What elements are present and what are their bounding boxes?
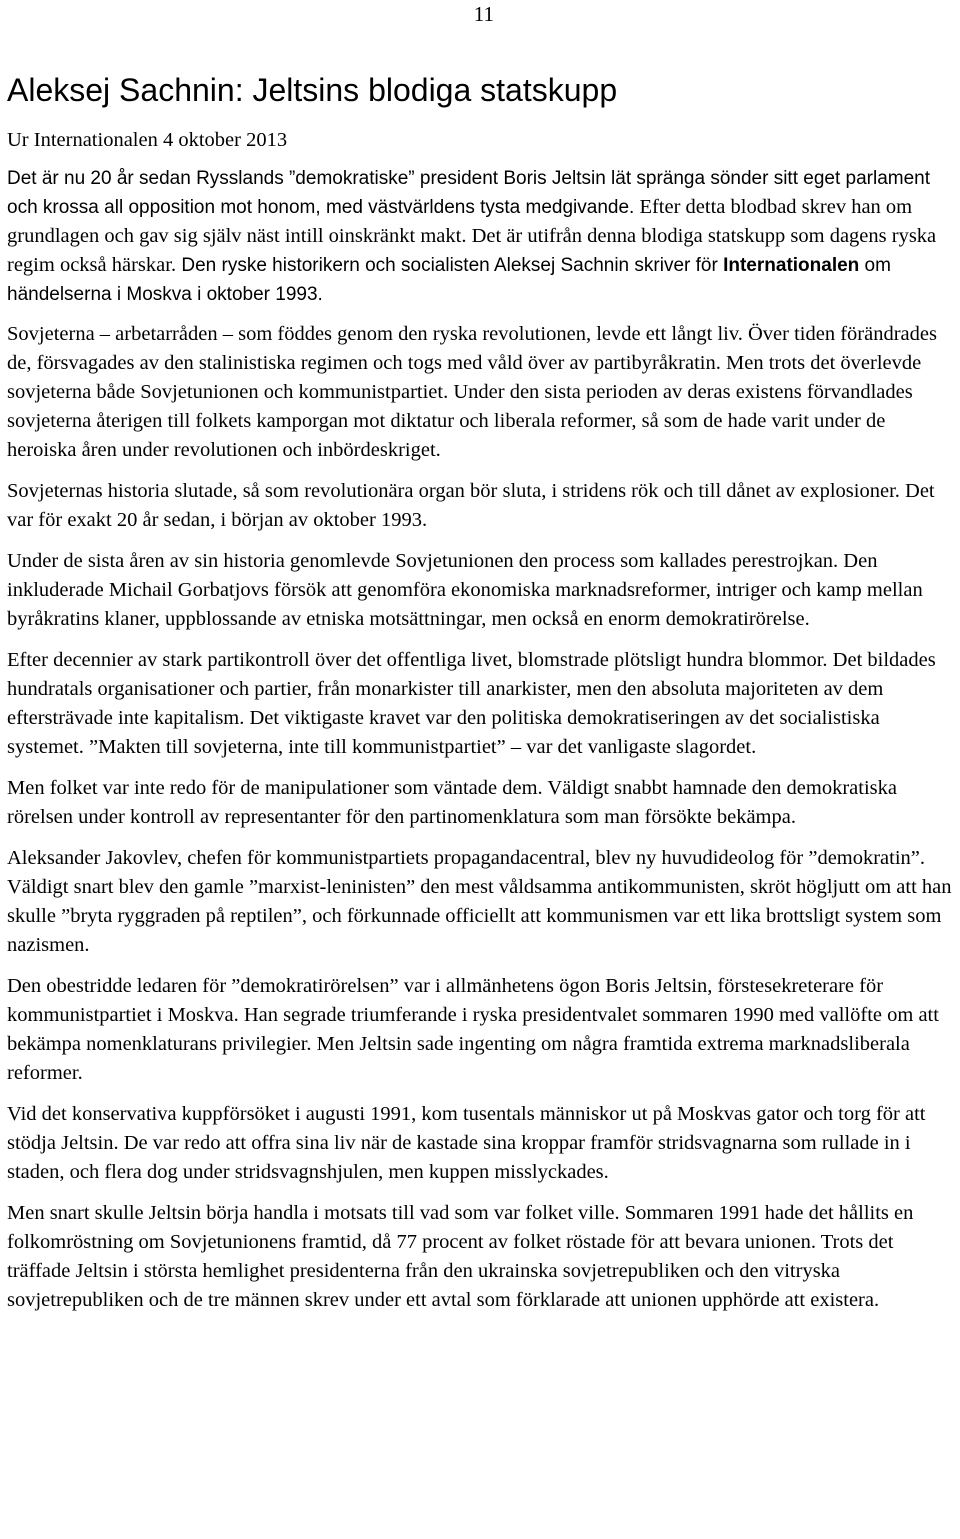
paragraph-2: Sovjeternas historia slutade, så som revolutionära organ bör sluta, i stridens rök och till dånet av explosioner. Det var för exakt 20 år sedan, i början av oktober 1993. bbox=[7, 480, 935, 531]
lead-part-3: Den ryske historikern och socialisten Aleksej Sachnin skriver för bbox=[176, 255, 724, 276]
paragraph-8: Vid det konservativa kuppförsöket i augusti 1991, kom tusentals människor ut på Moskvas gator och torg för att stödja Jeltsin. De var redo att offra sina liv när de kastade sina kroppar framför stridsvagnarna som rullade in i staden, och flera dog under stridsvagnshjulen, men kuppen misslyckades. bbox=[7, 1103, 926, 1183]
paragraph-6: Aleksander Jakovlev, chefen för kommunistpartiets propagandacentral, blev ny huvudideolog för ”demokratin”. Väldigt snart blev den gamle ”marxist-leninisten” den mest våldsamma antikommunisten, skröt högljutt om att han skulle ”bryta ryggraden på reptilen”, och förkunnade officiellt att kommunismen var ett lika brottsligt system som nazismen. bbox=[7, 847, 952, 956]
lead-part-2: Efter detta blodbad skrev han om grundlagen och gav sig själv näst intill oinskränkt makt. Det är utifrån denna blodiga statskupp som dagens ryska regim också härskar. bbox=[7, 196, 937, 276]
paragraph-4: Efter decennier av stark partikontroll över det offentliga livet, blomstrade plötsligt hundra blommor. Det bildades hundratals organisationer och partier, från monarkister till anarkister, men den absoluta majoriteten av dem eftersträvade inte kapitalism. Det viktigaste kravet var den politiska demokratiseringen av det socialistiska systemet. ”Makten till sovjeterna, inte till kommunistpartiet” – var det vanligaste slagordet. bbox=[7, 649, 936, 758]
paragraph-3: Under de sista åren av sin historia genomlevde Sovjetunionen den process som kallades perestrojkan. Den inkluderade Michail Gorbatjovs försök att genomföra ekonomiska marknadsreformer, intriger och kamp mellan byråkratins klaner, uppblossande av etniska motsättningar, men också en enorm demokratirörelse. bbox=[7, 550, 923, 630]
lead-part-4: om händelserna i Moskva i oktober 1993. bbox=[7, 255, 891, 305]
article bbox=[7, 70, 957, 1327]
article-title: Aleksej Sachnin: Jeltsins blodiga statskupp bbox=[7, 72, 618, 108]
paragraph-5: Men folket var inte redo för de manipulationer som väntade dem. Väldigt snabbt hamnade den demokratiska rörelsen under kontroll av representanter för den partinomenklatura som man försökte bekämpa. bbox=[7, 777, 897, 828]
paragraph-7: Den obestridde ledaren för ”demokratirörelsen” var i allmänhetens ögon Boris Jeltsin, förstesekreterare för kommunistpartiet i Moskva. Han segrade triumferande i ryska presidentvalet sommaren 1990 med vallöfte om att bekämpa nomenklaturans privilegier. Men Jeltsin sade ingenting om några framtida extrema marknadsliberala reformer. bbox=[7, 975, 939, 1084]
page-number: 11 bbox=[473, 2, 494, 26]
article-source: Ur Internationalen 4 oktober 2013 bbox=[7, 129, 288, 151]
article-lead bbox=[7, 164, 957, 309]
lead-publication: Internationalen bbox=[723, 255, 860, 276]
lead-part-1: Det är nu 20 år sedan Rysslands ”demokratiske” president Boris Jeltsin lät spränga sönder sitt eget parlament och krossa all opposition mot honom, med västvärldens tysta medgivande. bbox=[7, 168, 931, 218]
paragraph-9: Men snart skulle Jeltsin börja handla i motsats till vad som var folket ville. Sommaren 1991 hade det hållits en folkomröstning om Sovjetunionens framtid, då 77 procent av folket röstade för att bevara unionen. Trots det träffade Jeltsin i största hemlighet presidenterna från den ukrainska sovjetrepubliken och den vitryska sovjetrepubliken och de tre männen skrev under ett avtal som förklarade att unionen upphörde att existera. bbox=[7, 1202, 914, 1311]
paragraph-1: Sovjeterna – arbetarråden – som föddes genom den ryska revolutionen, levde ett långt liv. Över tiden förändrades de, försvagades av den stalinistiska regimen och togs med våld över av partibyråkratin. Men trots det överlevde sovjeterna både Sovjetunionen och kommunistpartiet. Under den sista perioden av deras existens förvandlades sovjeterna återigen till folkets kamporgan mot diktatur och liberala reformer, så som de hade varit under de heroiska åren under revolutionen och inbördeskriget. bbox=[7, 323, 937, 461]
